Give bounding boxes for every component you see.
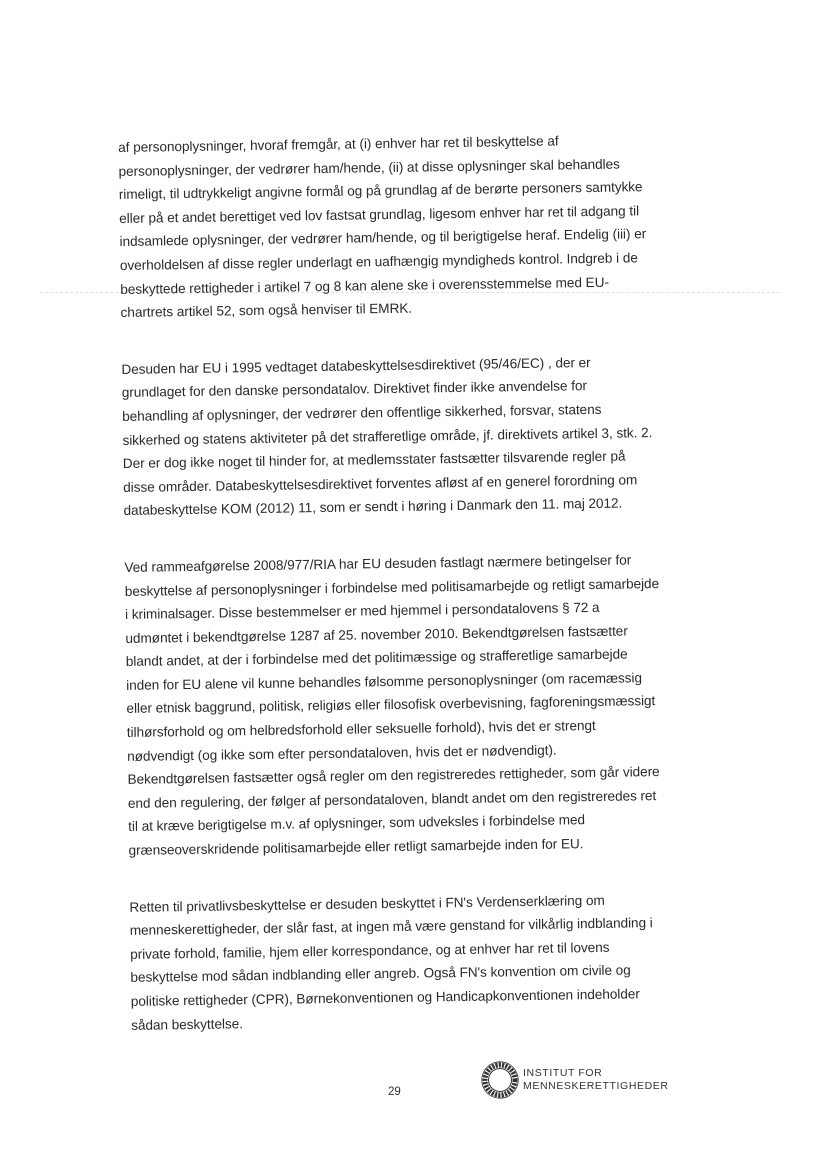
paragraph-1: [118, 128, 673, 325]
institute-logo: [480, 1060, 669, 1100]
text-line: databeskyttelse KOM (2012) 11, som er sendt i høring i Danmark den 11. maj 2012.: [123, 495, 623, 519]
logo-line-2: MENNESKERETTIGHEDER: [523, 1080, 669, 1092]
text-line: behandling af oplysninger, der vedrører den offentlige sikkerhed, forsvar, statens: [122, 401, 602, 424]
text-line: personoplysninger, der vedrører ham/hende, (ii) at disse oplysninger skal behandles: [118, 156, 620, 179]
text-line: eller etnisk baggrund, politisk, religiøs eller filosofisk overbevisning, fagforeningsmæssigt: [126, 693, 656, 717]
text-line: nødvendigt (og ikke som efter persondataloven, hvis det er nødvendigt).: [127, 742, 557, 764]
text-line: grundlaget for den danske persondatalov. Direktivet finder ikke anvendelse for: [121, 378, 587, 401]
text-line: beskyttelse mod sådan indblanding eller angreb. Også FN's konvention om civile og: [130, 962, 631, 986]
text-line: beskyttede rettigheder i artikel 7 og 8 kan alene ske i overensstemmelse med EU-: [120, 274, 609, 297]
paragraph-2: [121, 350, 675, 523]
text-line: indsamlede oplysninger, der vedrører ham/hende, og til berigtigelse heraf. Endelig (iii) er: [119, 226, 647, 250]
text-line: eller på et andet berettiget ved lov fastsat grundlag, ligesom enhver har ret til adgang til: [119, 203, 640, 226]
text-line: Retten til privatlivsbeskyttelse er desuden beskyttet i FN's Verdenserklæring om: [129, 892, 605, 915]
text-line: tilhørsforhold og om helbredsforhold eller seksuelle forhold), hvis det er strengt: [126, 718, 596, 740]
text-line: til at kræve berigtigelse m.v. af oplysninger, som udveksles i forbindelse med: [128, 812, 586, 835]
text-line: Der er dog ikke noget til hinder for, at medlemsstater fastsætter tilsvarende regler på: [122, 448, 626, 472]
logo-line-1: INSTITUT FOR: [523, 1067, 603, 1079]
text-line: rimeligt, til udtrykkeligt angivne formål og på grundlag af de berørte personers samtykke: [118, 179, 643, 203]
text-line: sådan beskyttelse.: [131, 1015, 243, 1033]
text-line: Bekendtgørelsen fastsætter også regler om den registreredes rettigheder, som går videre: [127, 764, 660, 788]
text-line: overholdelsen af disse regler underlagt en uafhængig myndigheds kontrol. Indgreb i de: [119, 250, 638, 273]
text-line: Ved rammeafgørelse 2008/977/RIA har EU desuden fastlagt nærmere betingelser for: [124, 552, 632, 575]
text-line: end den regulering, der følger af persondataloven, blandt andet om den registreredes ret: [127, 787, 657, 811]
text-line: udmøntet i bekendtgørelse 1287 af 25. november 2010. Bekendtgørelsen fastsætter: [125, 623, 628, 646]
text-line: beskyttelse af personoplysninger i forbindelse med politisamarbejde og retligt samarbejde: [124, 575, 660, 599]
text-line: menneskerettigheder, der slår fast, at ingen må være genstand for vilkårlig indblanding i: [129, 915, 653, 939]
text-line: af personoplysninger, hvoraf fremgår, at (i) enhver har ret til beskyttelse af: [118, 133, 559, 155]
text-line: Desuden har EU i 1995 vedtaget databeskyttelsesdirektivet (95/46/EC) , der er: [121, 354, 591, 377]
paragraph-4: [129, 887, 683, 1037]
body-text: [118, 128, 684, 1070]
text-line: disse områder. Databeskyttelsesdirektivet forventes afløst af en generel forordning om: [123, 472, 638, 495]
institute-logo-icon: [480, 1060, 520, 1100]
text-line: private forhold, familie, hjem eller korrespondance, og at enhver har ret til lovens: [130, 939, 610, 962]
text-line: i kriminalsager. Disse bestemmelser er med hjemmel i persondatalovens § 72 a: [124, 600, 600, 623]
text-line: blandt andet, at der i forbindelse med det politimæssige og strafferetlige samarbejde: [125, 646, 628, 670]
text-line: sikkerhed og statens aktiviteter på det strafferetlige område, jf. direktivets artikel 3, stk. 2.: [122, 424, 653, 448]
text-line: grænseoverskridende politisamarbejde eller retligt samarbejde inden for EU.: [128, 836, 584, 858]
text-line: inden for EU alene vil kunne behandles følsomme personoplysninger (om racemæssig: [126, 670, 643, 693]
page-number: 29: [388, 1086, 401, 1098]
paragraph-3: [124, 548, 680, 863]
logo-wordmark: [523, 1067, 669, 1093]
text-line: politiske rettigheder (CPR), Børnekonventionen og Handicapkonventionen indeholder: [130, 986, 640, 1009]
text-line: chartrets artikel 52, som også henviser til EMRK.: [120, 300, 413, 321]
